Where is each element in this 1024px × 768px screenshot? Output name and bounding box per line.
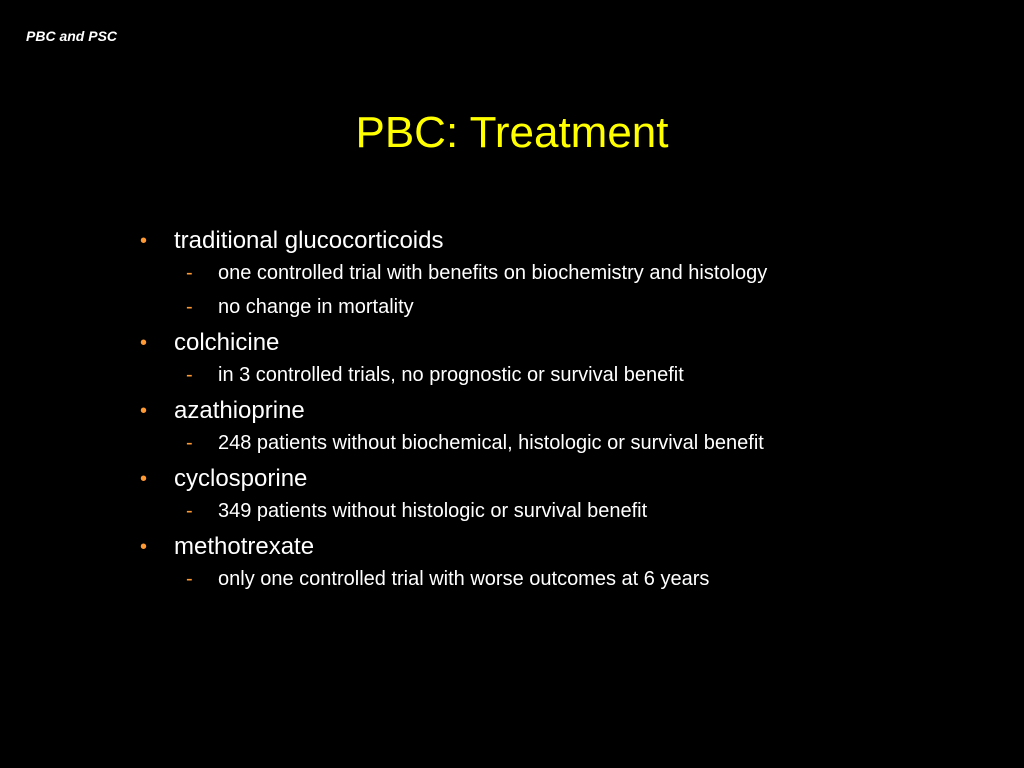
sub-item	[140, 566, 778, 593]
sub-label: only one controlled trial with worse outcomes at 6 years	[218, 568, 710, 590]
sub-list	[140, 498, 860, 525]
sub-label: no change in mortality	[218, 296, 414, 318]
sub-list	[140, 430, 860, 457]
bullet-marker: •	[140, 230, 148, 252]
bullet-marker: •	[140, 332, 148, 354]
sub-marker: -	[186, 500, 193, 522]
bullet-item	[140, 328, 860, 358]
bullet-label: cyclosporine	[174, 465, 308, 492]
bullet-item	[140, 226, 860, 256]
sub-label: 349 patients without histologic or survival benefit	[218, 500, 648, 522]
slide-title: PBC: Treatment	[355, 108, 669, 157]
bullet-list	[140, 226, 860, 600]
bullet-item	[140, 464, 860, 494]
sub-label: one controlled trial with benefits on biochemistry and histology	[218, 262, 768, 284]
bullet-marker: •	[140, 468, 148, 490]
sub-list	[140, 362, 860, 389]
sub-item	[140, 362, 778, 389]
sub-label: 248 patients without biochemical, histologic or survival benefit	[218, 432, 764, 454]
bullet-item	[140, 396, 860, 426]
sub-label: in 3 controlled trials, no prognostic or survival benefit	[218, 364, 684, 386]
bullet-label: methotrexate	[174, 533, 315, 560]
sub-list	[140, 260, 860, 321]
bullet-marker: •	[140, 536, 148, 558]
bullet-label: azathioprine	[174, 397, 305, 424]
sub-marker: -	[186, 568, 193, 590]
sub-marker: -	[186, 364, 193, 386]
sub-item	[140, 260, 778, 287]
bullet-label: colchicine	[174, 329, 280, 356]
bullet-marker: •	[140, 400, 148, 422]
sub-list	[140, 566, 860, 593]
header-tag: PBC and PSC	[26, 28, 118, 44]
sub-marker: -	[186, 432, 193, 454]
sub-marker: -	[186, 262, 193, 284]
bullet-item	[140, 532, 860, 562]
sub-item	[140, 294, 778, 321]
sub-marker: -	[186, 296, 193, 318]
bullet-label: traditional glucocorticoids	[174, 227, 444, 254]
sub-item	[140, 498, 778, 525]
sub-item	[140, 430, 778, 457]
